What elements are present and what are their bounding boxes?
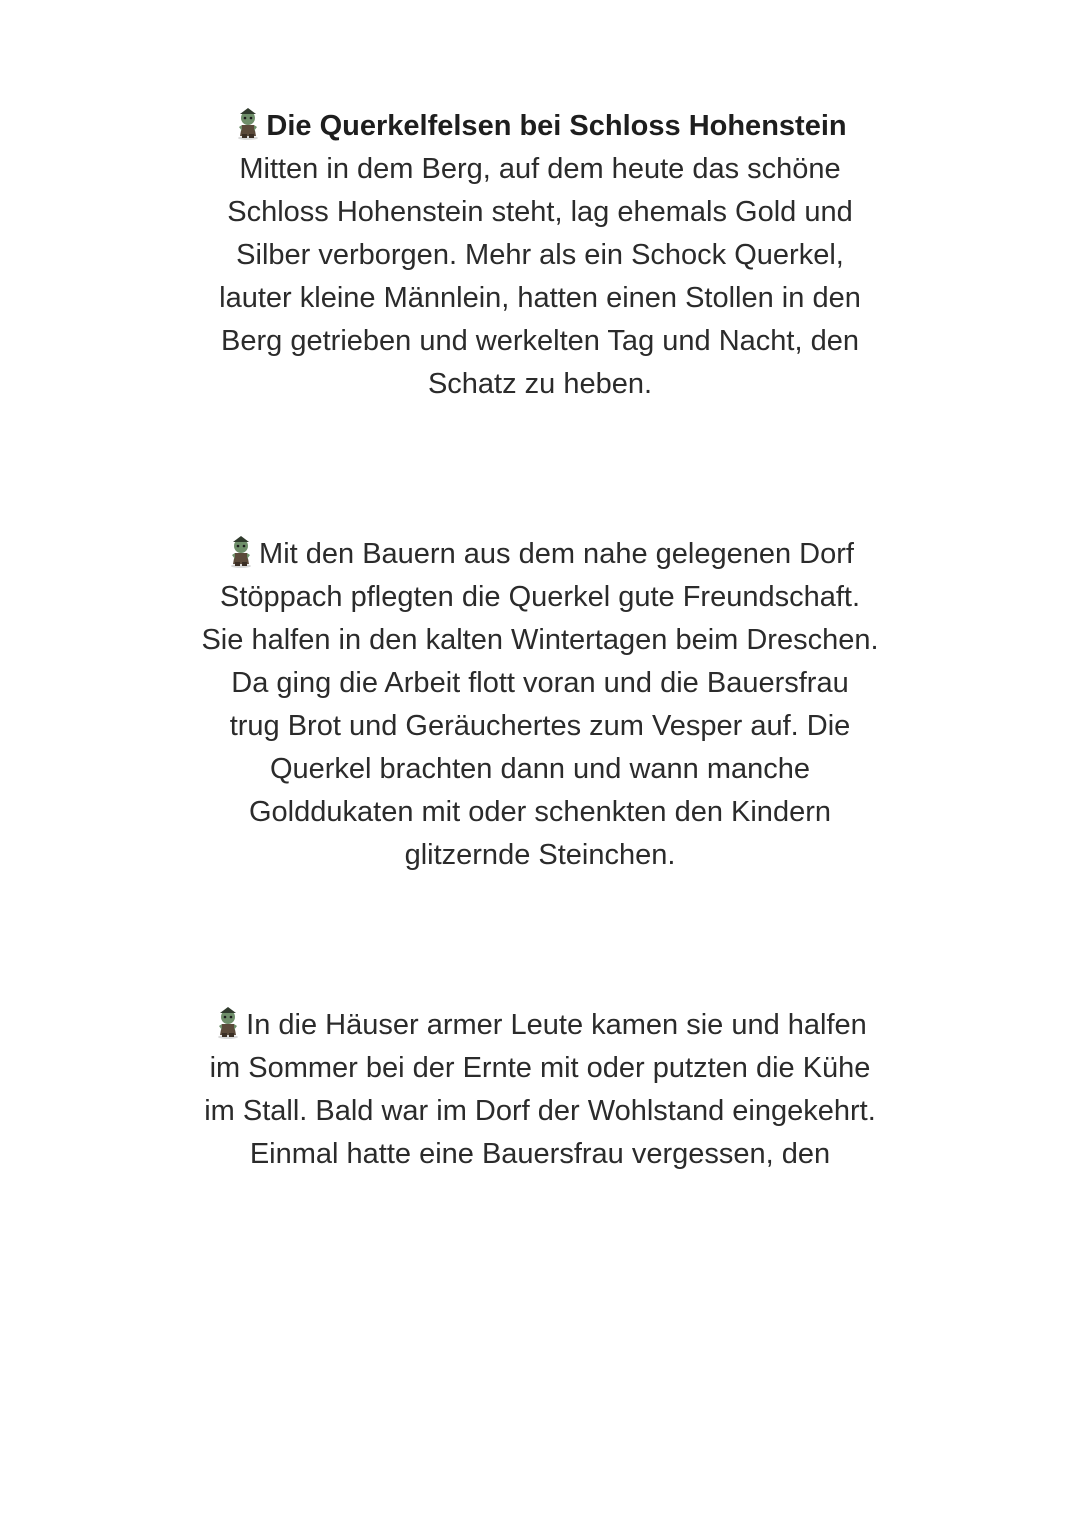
paragraph-first-line <box>0 1004 1080 1047</box>
text-line: lauter kleine Männlein, hatten einen Stollen in den <box>219 282 861 314</box>
troll-icon <box>233 107 263 141</box>
text-line: Silber verborgen. Mehr als ein Schock Querkel, <box>236 239 844 271</box>
story-title-line <box>0 105 1080 148</box>
story-title: Die Querkelfelsen bei Schloss Hohenstein <box>266 110 847 142</box>
troll-icon <box>213 1006 243 1040</box>
text-line: Sie halfen in den kalten Wintertagen beim Dreschen. <box>201 624 879 656</box>
text-line: Einmal hatte eine Bauersfrau vergessen, den <box>249 1138 831 1170</box>
text-line: Berg getrieben und werkelten Tag und Nacht, den <box>221 325 859 357</box>
story-section-2 <box>0 533 1080 877</box>
text-line: Golddukaten mit oder schenkten den Kindern <box>249 796 831 828</box>
troll-icon <box>226 535 256 569</box>
text-line: glitzernde Steinchen. <box>404 839 676 871</box>
text-line: im Sommer bei der Ernte mit oder putzten die Kühe <box>209 1052 871 1084</box>
paragraph-first-line <box>0 533 1080 576</box>
story-section-3 <box>0 1004 1080 1176</box>
text-line: Mitten in dem Berg, auf dem heute das schöne <box>239 153 841 185</box>
paragraph-first-line-text: In die Häuser armer Leute kamen sie und halfen <box>246 1009 867 1041</box>
text-line: Schloss Hohenstein steht, lag ehemals Gold und <box>227 196 853 228</box>
text-line: Querkel brachten dann und wann manche <box>269 753 811 785</box>
text-line: im Stall. Bald war im Dorf der Wohlstand eingekehrt. <box>204 1095 876 1127</box>
text-line: Stöppach pflegten die Querkel gute Freundschaft. <box>219 581 861 613</box>
text-line: Da ging die Arbeit flott voran und die Bauersfrau <box>231 667 849 699</box>
text-line: trug Brot und Geräuchertes zum Vesper auf. Die <box>229 710 851 742</box>
text-line: Schatz zu heben. <box>427 368 653 400</box>
story-section-1 <box>0 105 1080 406</box>
paragraph-first-line-text: Mit den Bauern aus dem nahe gelegenen Dorf <box>259 538 854 570</box>
